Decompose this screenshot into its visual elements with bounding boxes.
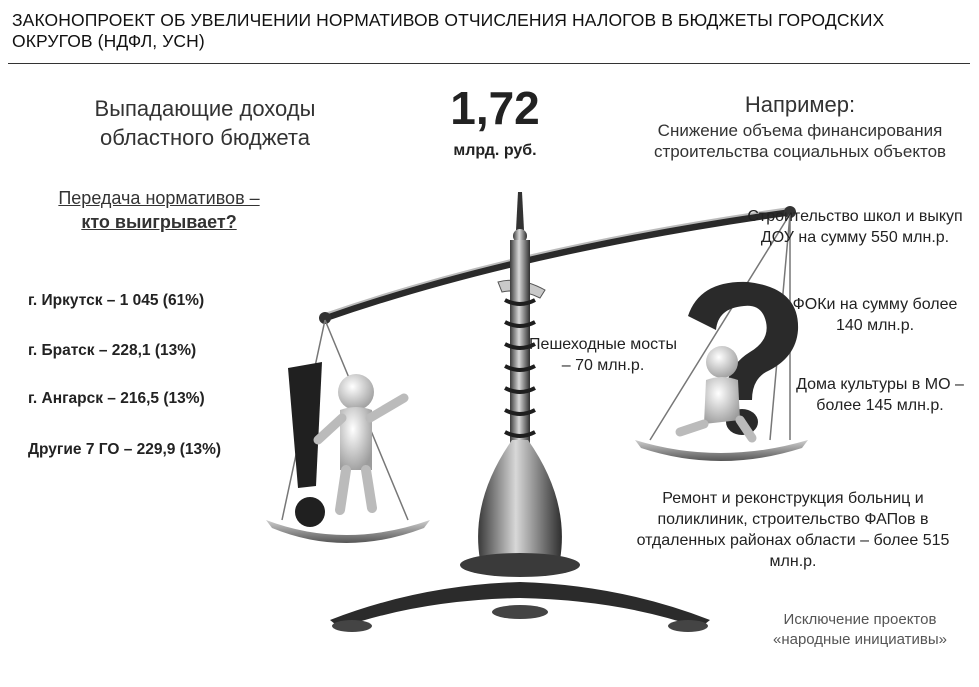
foki-item: ФОКи на сумму более 140 млн.р. bbox=[792, 296, 958, 334]
transfer-title-line2: кто выигрывает? bbox=[81, 212, 237, 232]
hospitals-item: Ремонт и реконструкция больниц и поликлиник, строительство ФАПов в отдаленных районах области – более 515 млн.р. bbox=[636, 490, 950, 570]
amount-unit: млрд. руб. bbox=[453, 142, 537, 159]
example-subheading: Снижение объема финансирования строительства социальных объектов bbox=[653, 121, 947, 161]
transfer-title bbox=[24, 186, 294, 234]
city-item-others: Другие 7 ГО – 229,9 (13%) bbox=[28, 441, 222, 458]
amount-value: 1,72 bbox=[450, 82, 540, 134]
lost-income-label: Выпадающие доходы областного бюджета bbox=[94, 96, 316, 150]
page-title: ЗАКОНОПРОЕКТ ОБ УВЕЛИЧЕНИИ НОРМАТИВОВ ОТЧИСЛЕНИЯ НАЛОГОВ В БЮДЖЕТЫ ГОРОДСКИХ ОКРУГОВ (НДФЛ, УСН) bbox=[12, 10, 885, 51]
transfer-title-line1: Передача нормативов – bbox=[58, 188, 260, 208]
city-item-bratsk: г. Братск – 228,1 (13%) bbox=[28, 342, 197, 359]
city-item-angarsk: г. Ангарск – 216,5 (13%) bbox=[28, 390, 205, 407]
amount-block bbox=[420, 82, 570, 160]
exclamation-icon bbox=[288, 362, 325, 527]
culture-houses-item: Дома культуры в МО – более 145 млн.р. bbox=[796, 376, 964, 414]
schools-item: Строительство школ и выкуп ДОУ на сумму 550 млн.р. bbox=[747, 208, 963, 246]
exclusion-item: Исключение проектов «народные инициативы» bbox=[772, 611, 948, 648]
bridges-item: Пешеходные мосты – 70 млн.р. bbox=[529, 336, 677, 374]
city-item-irkutsk: г. Иркутск – 1 045 (61%) bbox=[28, 292, 205, 309]
example-heading: Например: bbox=[744, 92, 856, 117]
